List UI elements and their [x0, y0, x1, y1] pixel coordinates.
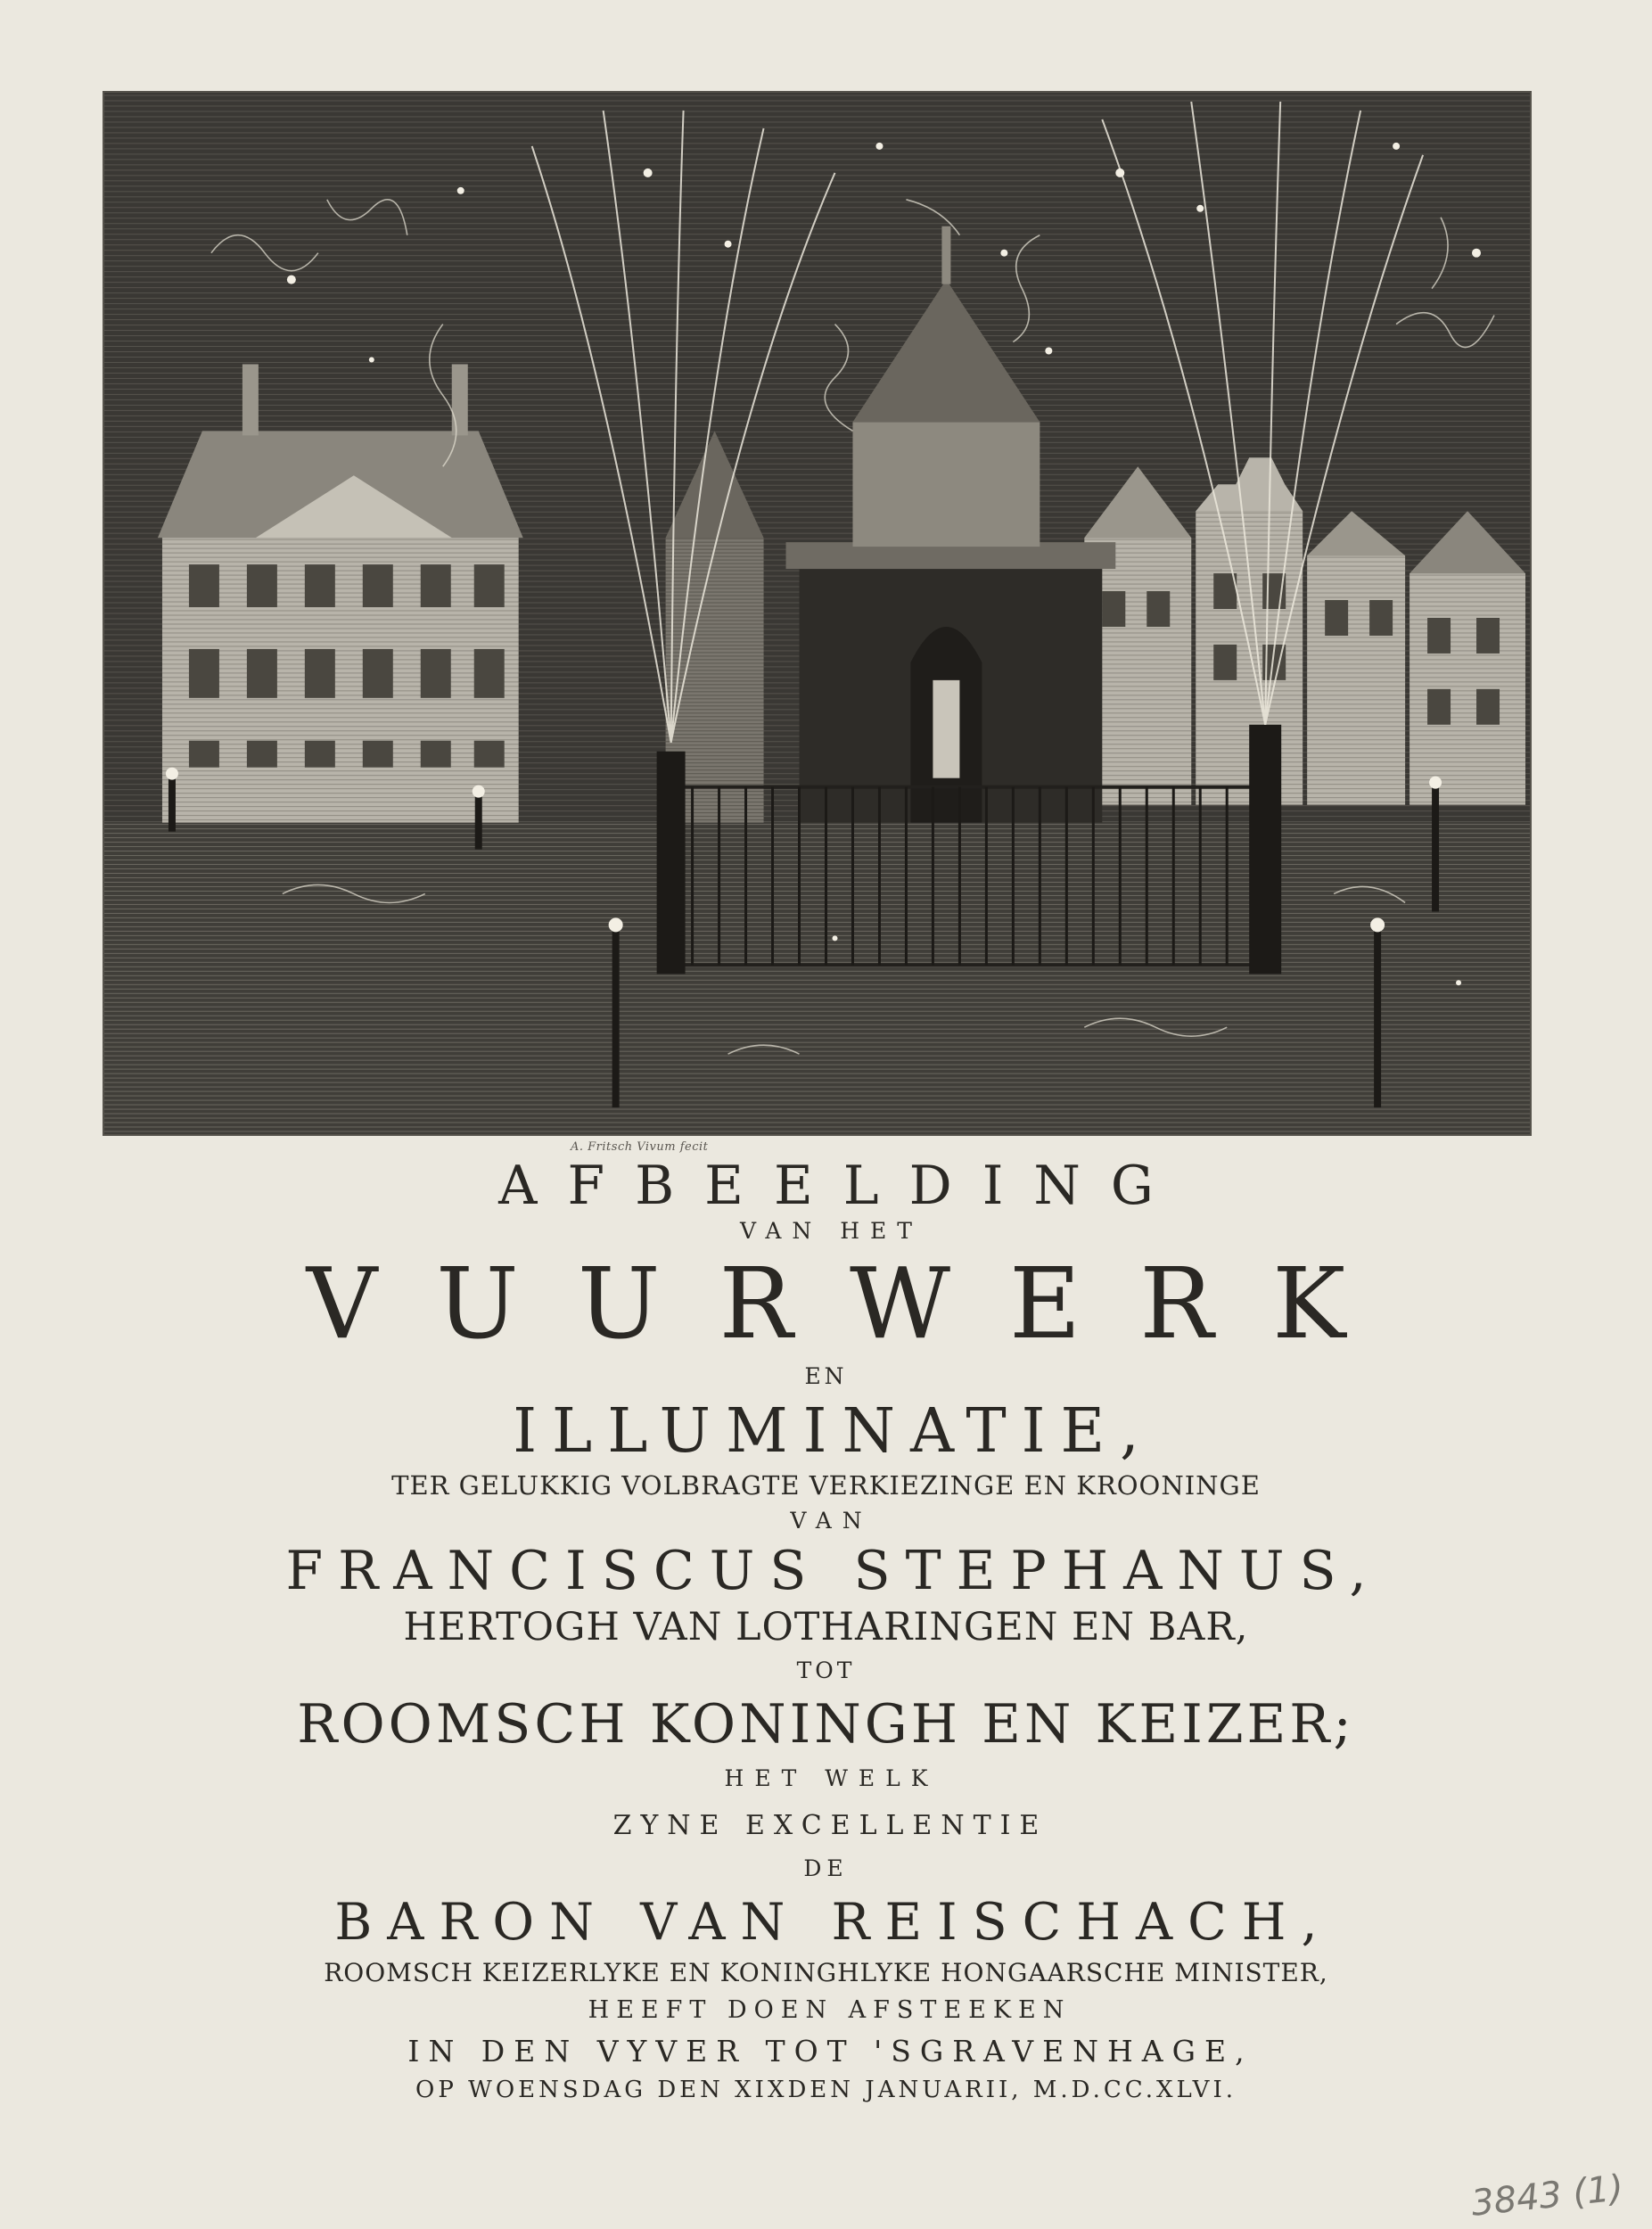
title-line-17: HEEFT DOEN AFSTEEKEN	[588, 1996, 1072, 2024]
title-line-19: OP WOENSDAG DEN XIXDEN JANUARII, M.D.CC.XLVI.	[415, 2077, 1237, 2103]
title-line-5: ILLUMINATIE,	[513, 1396, 1155, 1467]
title-line-6: TER GELUKKIG VOLBRAGTE VERKIEZINGE EN KROONINGE	[391, 1470, 1261, 1501]
fireworks-engraving-image	[104, 93, 1530, 1134]
title-line-13: ZYNE EXCELLENTIE	[612, 1810, 1048, 1841]
title-line-3: VUURWERK	[306, 1246, 1405, 1361]
title-line-9: HERTOGH VAN LOTHARINGEN EN BAR,	[403, 1605, 1249, 1649]
title-line-10: TOT	[796, 1657, 856, 1683]
title-line-11: ROOMSCH KONINGH EN KEIZER;	[297, 1693, 1355, 1756]
title-line-15: BARON VAN REISCHACH,	[334, 1893, 1333, 1952]
title-line-7: VAN	[790, 1508, 873, 1534]
title-line-14: DE	[803, 1855, 849, 1881]
engraver-signature: A. Fritsch Vivum fecit	[571, 1140, 709, 1154]
title-line-16: ROOMSCH KEIZERLYKE EN KONINGHLYKE HONGAARSCHE MINISTER,	[324, 1958, 1328, 1987]
title-line-1: AFBEELDING	[498, 1155, 1184, 1217]
title-line-8: FRANCISCUS STEPHANUS,	[285, 1540, 1382, 1602]
title-block	[0, 1150, 1652, 2102]
title-line-4: EN	[804, 1363, 848, 1389]
title-line-12: HET WELK	[724, 1765, 939, 1791]
title-line-2: VAN HET	[740, 1218, 923, 1244]
engraving-plate	[103, 91, 1532, 1136]
title-line-18: IN DEN VYVER TOT 'SGRAVENHAGE,	[407, 2034, 1253, 2069]
inventory-number: 3843 (1)	[1469, 2167, 1626, 2225]
